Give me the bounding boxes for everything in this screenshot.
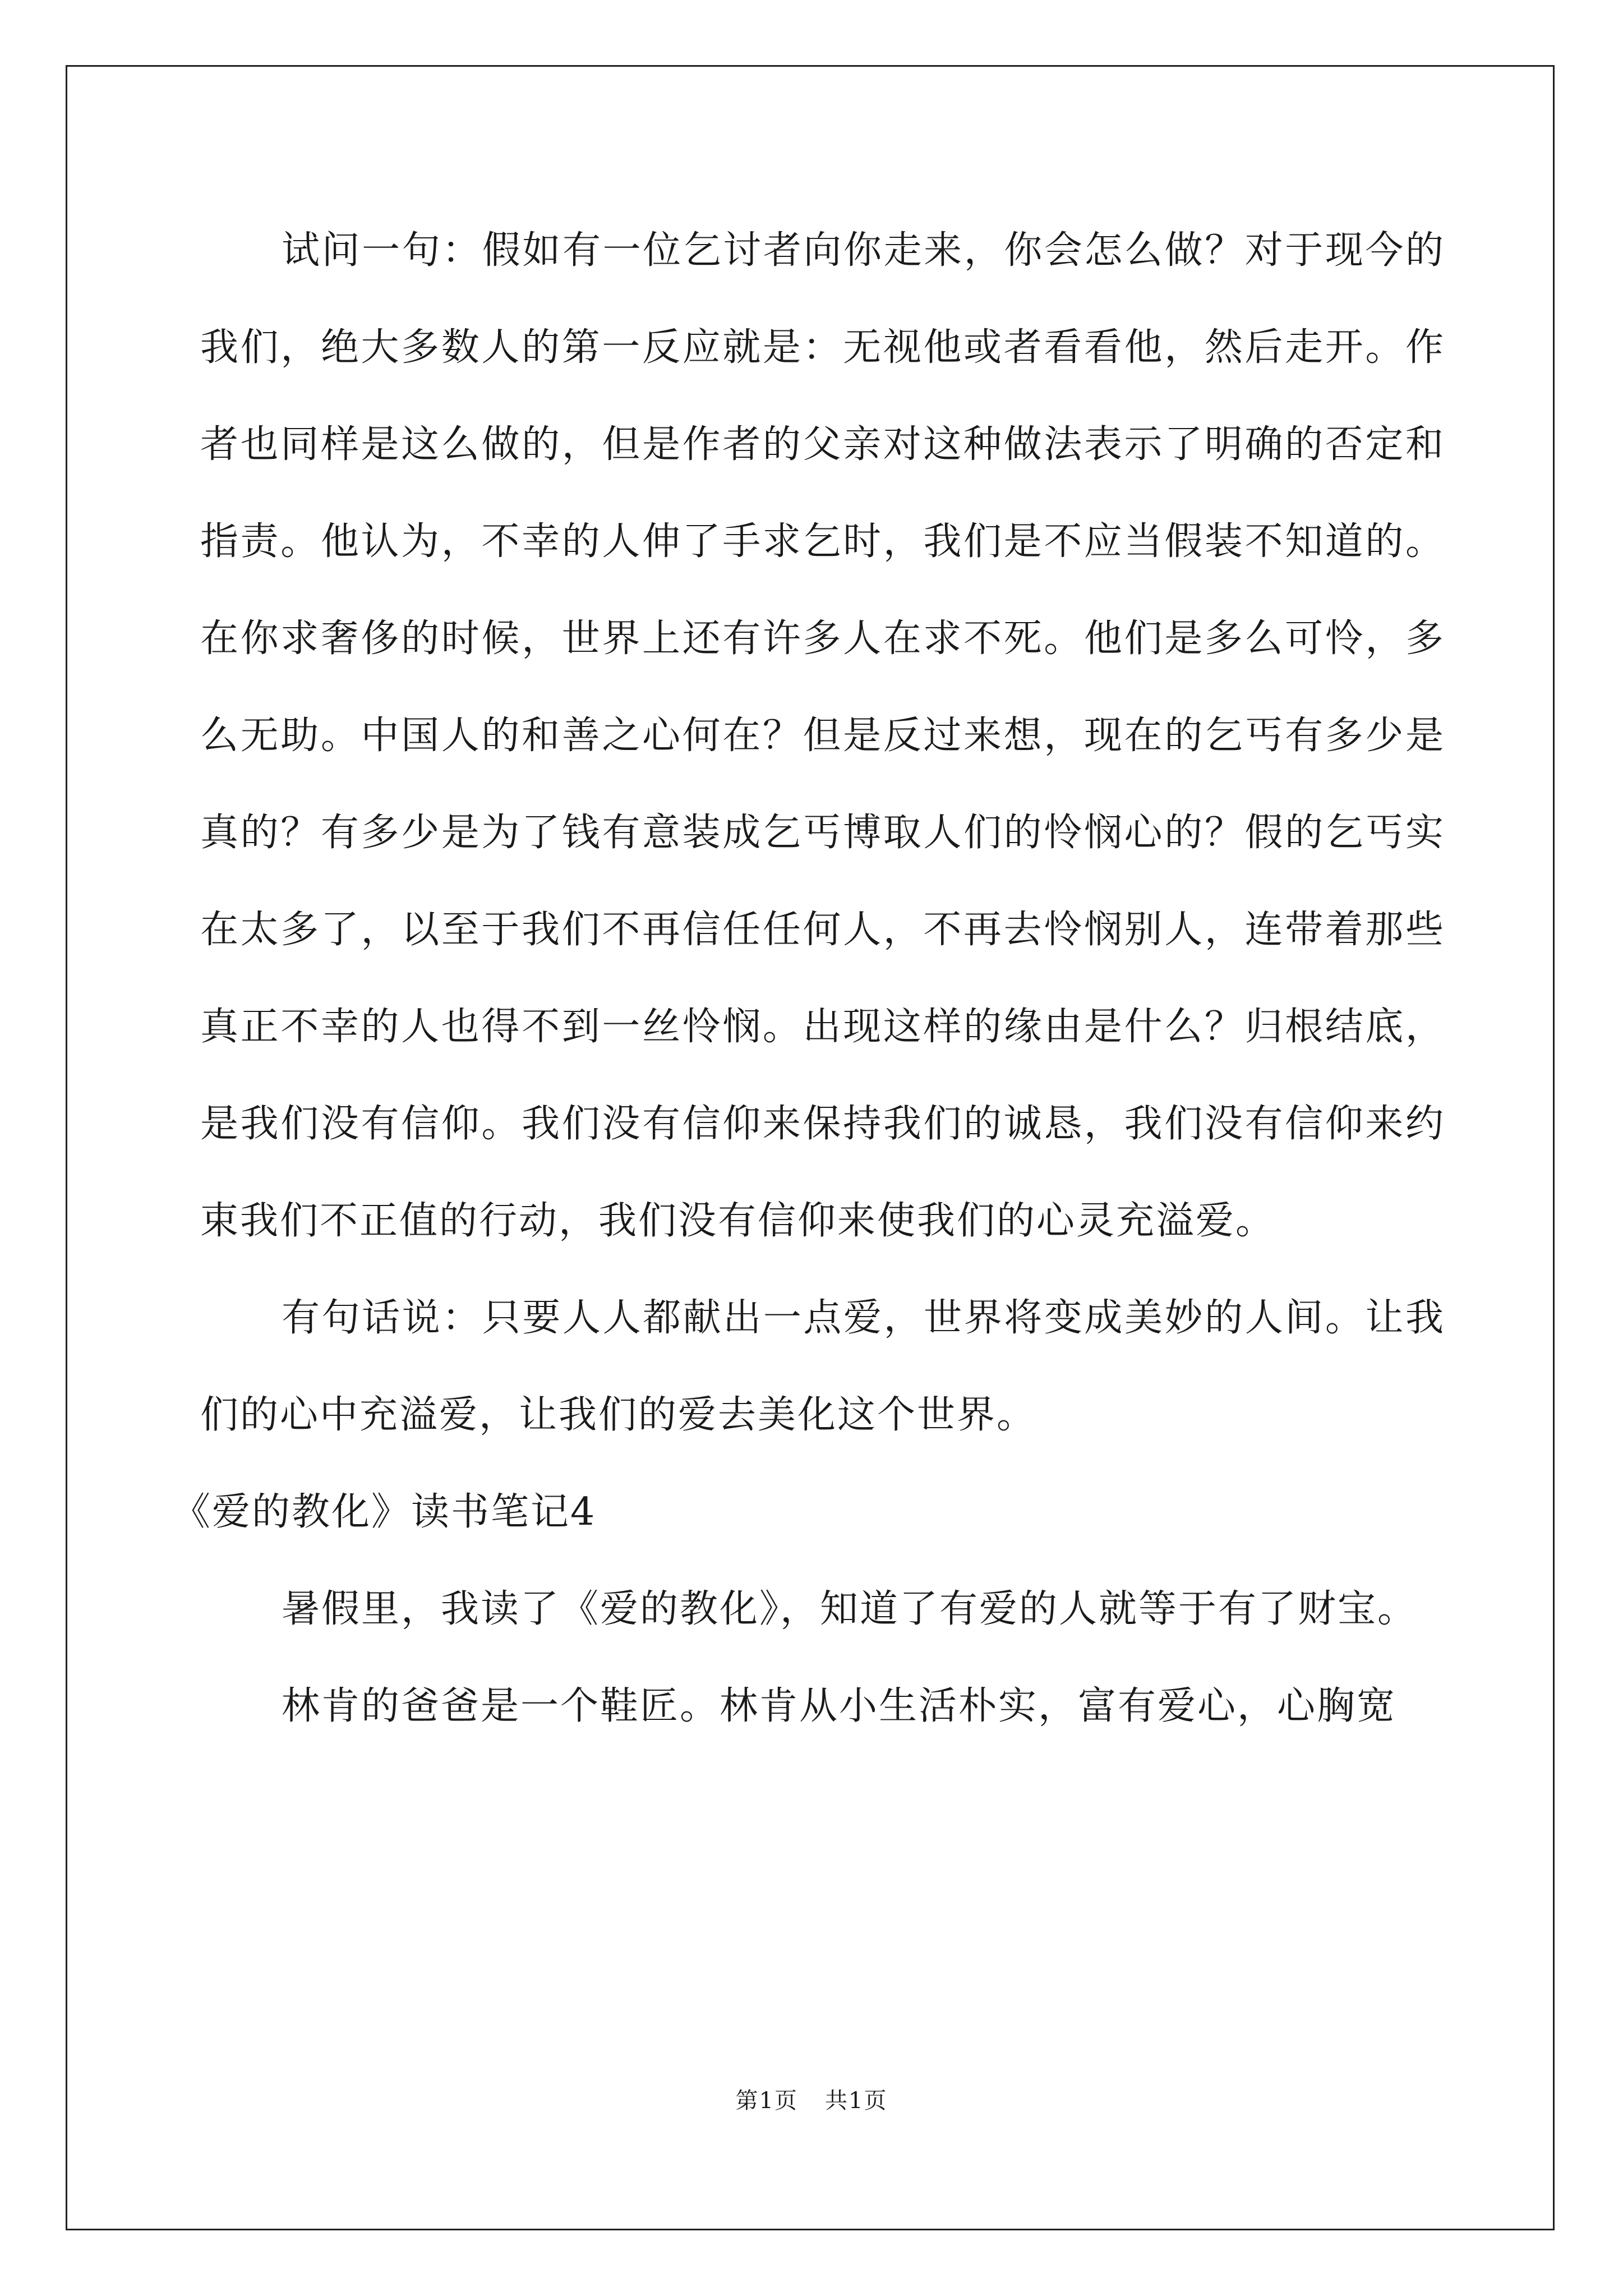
page-footer [0, 2084, 1623, 2118]
page-total: 共1页 [825, 2088, 888, 2114]
paragraph-beggar-reflection: 试问一句：假如有一位乞讨者向你走来，你会怎么做？对于现今的我们，绝大多数人的第一反应就是：无视他或者看看他，然后走开。作者也同样是这么做的，但是作者的父亲对这种做法表示了明确的否定和指责。他认为，不幸的人伸了手求乞时，我们是不应当假装不知道的。在你求奢侈的时候，世界上还有许多人在求不死。他们是多么可怜，多么无助。中国人的和善之心何在？但是反过来想，现在的乞丐有多少是真的？有多少是为了钱有意装成乞丐博取人们的怜悯心的？假的乞丐实在太多了，以至于我们不再信任任何人，不再去怜悯别人，连带着那些真正不幸的人也得不到一丝怜悯。出现这样的缘由是什么？归根结底，是我们没有信仰。我们没有信仰来保持我们的诚恳，我们没有信仰来约束我们不正值的行动，我们没有信仰来使我们的心灵充溢爱。 [200, 228, 1445, 1243]
page-number: 第1页 [735, 2088, 798, 2114]
paragraph-summer-reading: 暑假里，我读了《爱的教化》，知道了有爱的人就等于有了财宝。 [282, 1587, 1418, 1631]
paragraph-love-world: 有句话说：只要人人都献出一点爱，世界将变成美妙的人间。让我们的心中充溢爱，让我们的爱去美化这个世界。 [200, 1296, 1445, 1437]
paragraph-lincoln: 林肯的爸爸是一个鞋匠。林肯从小生活朴实，富有爱心，心胸宽 [282, 1684, 1397, 1728]
section-heading: 《爱的教化》读书笔记4 [172, 1490, 597, 1534]
document-body [172, 202, 1445, 1755]
